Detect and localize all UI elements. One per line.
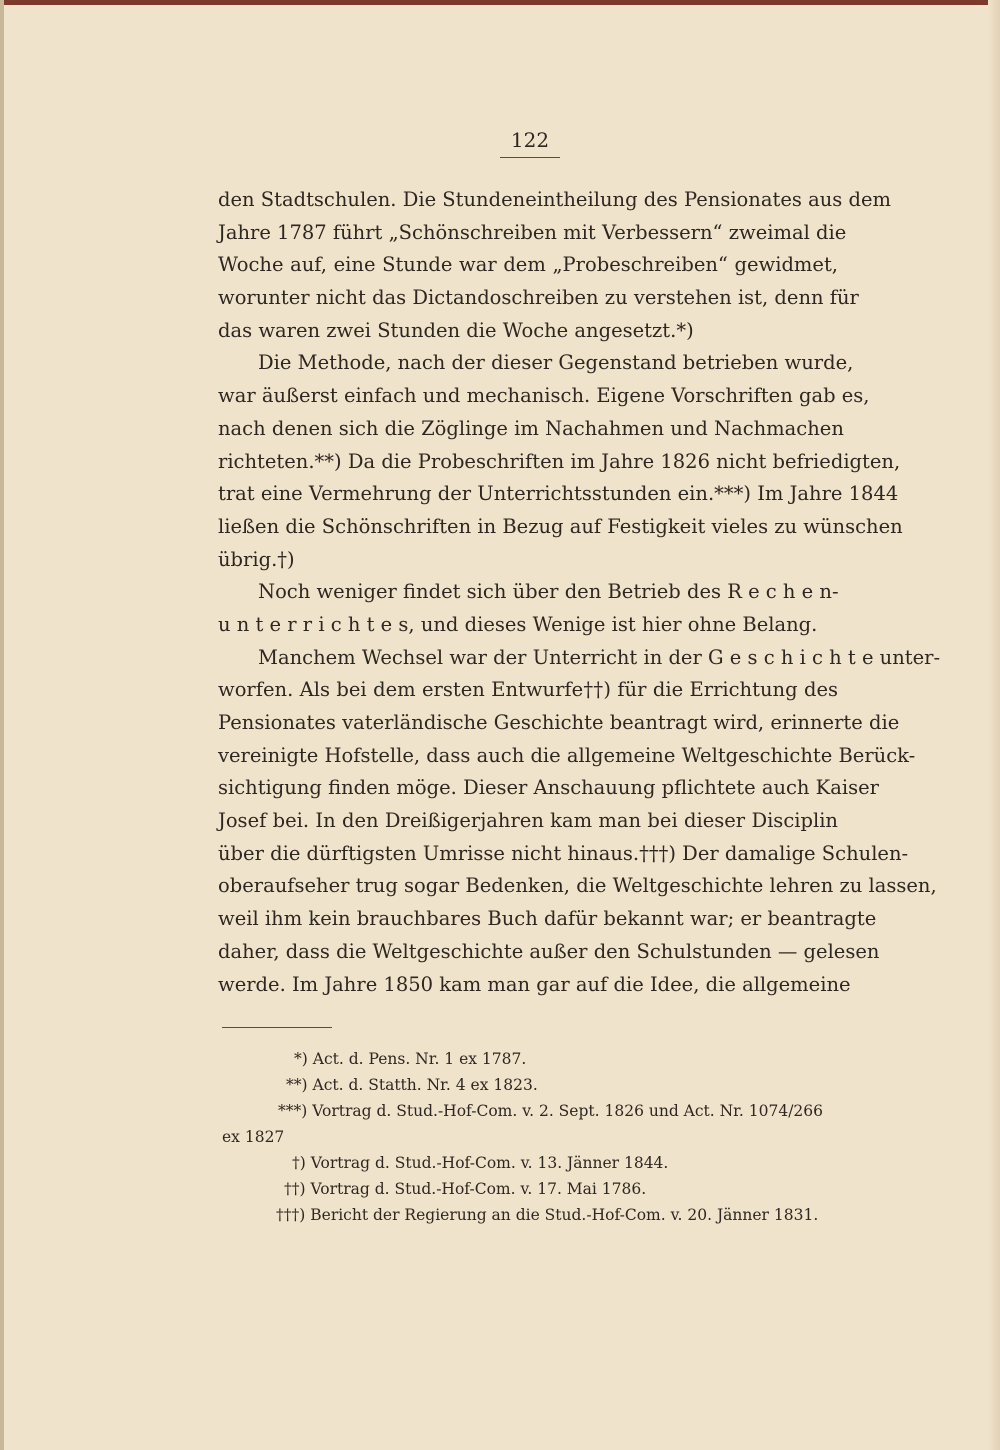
footnote-mark: †††) xyxy=(276,1206,306,1224)
footnote xyxy=(222,1176,838,1202)
footnote xyxy=(222,1098,838,1124)
page-number: 122 xyxy=(510,128,550,152)
footnote-text: Vortrag d. Stud.-Hof-Com. v. 17. Mai 1786. xyxy=(310,1180,647,1198)
footnote-mark: ***) xyxy=(278,1102,308,1120)
text-line: das waren zwei Stunden die Woche angesetzt.*) xyxy=(218,318,694,342)
text-line: richteten.**) Da die Probeschriften im Jahre 1826 nicht befriedigten, xyxy=(218,449,901,473)
footnote-text: ex 1827 xyxy=(222,1128,285,1146)
text-line: weil ihm kein brauchbares Buch dafür bekannt war; er beantragte xyxy=(218,907,877,931)
footnote xyxy=(222,1124,838,1150)
footnote xyxy=(222,1072,838,1098)
text-line: worfen. Als bei dem ersten Entwurfe††) für die Errichtung des xyxy=(218,678,838,702)
footnote-text: Act. d. Statth. Nr. 4 ex 1823. xyxy=(312,1076,538,1094)
footnote-mark: †) xyxy=(292,1154,306,1172)
text-line: Manchem Wechsel war der Unterricht in der G e s c h i c h t e unter- xyxy=(258,645,941,669)
text-line: übrig.†) xyxy=(218,547,295,571)
text-line: war äußerst einfach und mechanisch. Eigene Vorschriften gab es, xyxy=(218,384,870,408)
footnote-rule xyxy=(222,1027,332,1028)
text-line: ließen die Schönschriften in Bezug auf Festigkeit vieles zu wünschen xyxy=(218,514,903,538)
page-number-rule xyxy=(500,157,560,158)
text-line: Josef bei. In den Dreißigerjahren kam man bei dieser Disciplin xyxy=(218,809,838,833)
footnote-mark: ††) xyxy=(284,1180,306,1198)
text-line: den Stadtschulen. Die Stundeneintheilung des Pensionates aus dem xyxy=(218,188,891,211)
page-right-shade xyxy=(988,0,1000,1450)
text-line: sichtigung finden möge. Dieser Anschauung pflichtete auch Kaiser xyxy=(218,776,879,800)
text-line: daher, dass die Weltgeschichte außer den Schulstunden — gelesen xyxy=(218,939,880,963)
text-line: Woche auf, eine Stunde war dem „Probeschreiben“ gewidmet, xyxy=(218,253,838,277)
footnote xyxy=(222,1202,838,1228)
footnote-text: Vortrag d. Stud.-Hof-Com. v. 13. Jänner 1844. xyxy=(310,1154,669,1172)
text-line: Noch weniger findet sich über den Betrieb des R e c h e n- xyxy=(258,580,839,604)
text-line: u n t e r r i c h t e s, und dieses Wenige ist hier ohne Belang. xyxy=(218,612,818,636)
footnote-text: Act. d. Pens. Nr. 1 ex 1787. xyxy=(312,1050,527,1068)
page-left-edge xyxy=(0,0,4,1450)
text-line: werde. Im Jahre 1850 kam man gar auf die Idee, die allgemeine xyxy=(218,972,851,996)
footnote-mark: **) xyxy=(286,1076,308,1094)
text-line: Die Methode, nach der dieser Gegenstand betrieben wurde, xyxy=(258,351,854,375)
page-top-edge xyxy=(0,0,1000,5)
footnote xyxy=(222,1150,838,1176)
text-line: Jahre 1787 führt „Schönschreiben mit Verbessern“ zweimal die xyxy=(218,220,847,244)
text-line: nach denen sich die Zöglinge im Nachahmen und Nachmachen xyxy=(218,416,844,440)
text-line: Pensionates vaterländische Geschichte beantragt wird, erinnerte die xyxy=(218,711,900,734)
footnote-text: Bericht der Regierung an die Stud.-Hof-Com. v. 20. Jänner 1831. xyxy=(310,1206,819,1224)
footnotes xyxy=(222,1046,838,1228)
footnote-mark: *) xyxy=(294,1050,308,1068)
text-line: worunter nicht das Dictandoschreiben zu verstehen ist, denn für xyxy=(218,286,859,310)
body-text xyxy=(218,184,941,1001)
footnote-text: Vortrag d. Stud.-Hof-Com. v. 2. Sept. 1826 und Act. Nr. 1074/266 xyxy=(312,1102,824,1120)
text-line: vereinigte Hofstelle, dass auch die allgemeine Weltgeschichte Berück- xyxy=(218,743,916,767)
text-line: trat eine Vermehrung der Unterrichtsstunden ein.***) Im Jahre 1844 xyxy=(218,482,899,506)
text-line: oberaufseher trug sogar Bedenken, die Weltgeschichte lehren zu lassen, xyxy=(218,874,937,898)
footnote xyxy=(222,1046,838,1072)
text-line: über die dürftigsten Umrisse nicht hinaus.†††) Der damalige Schulen- xyxy=(218,841,909,865)
